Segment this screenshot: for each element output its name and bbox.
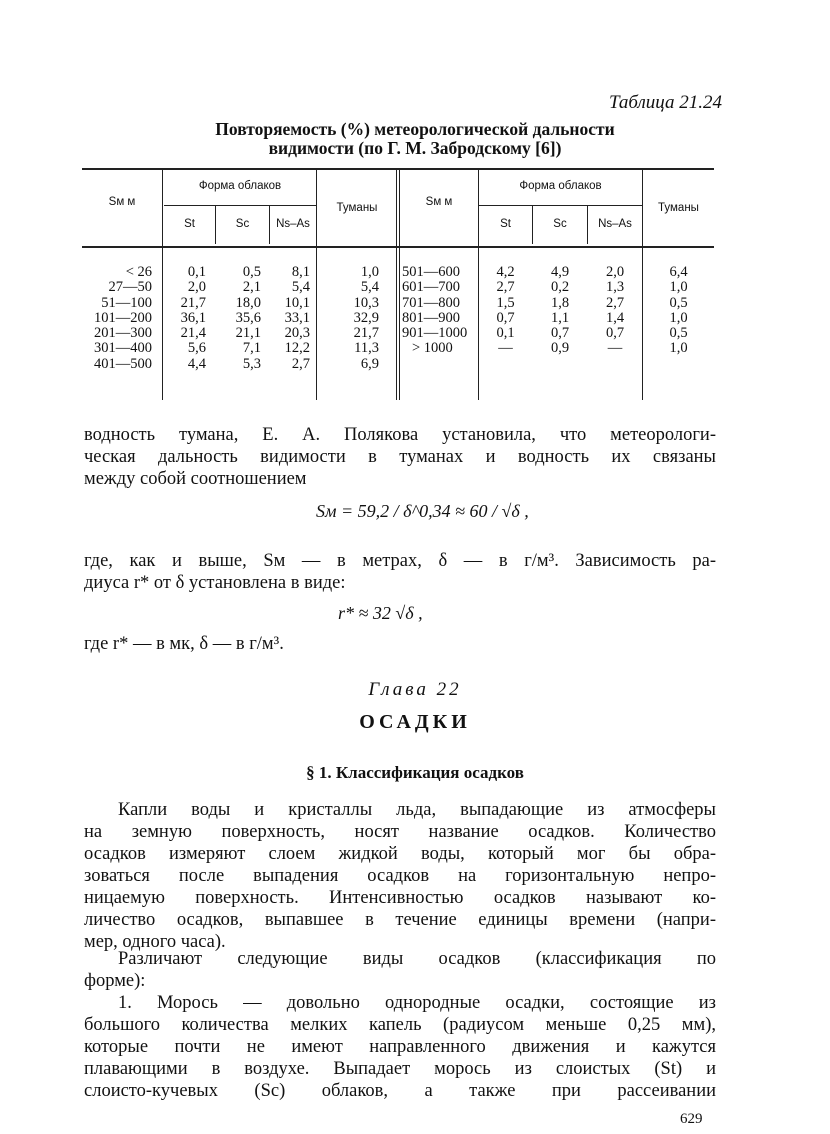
right-col-nsas: 2,0 1,3 2,7 1,4 0,7 — (605, 264, 625, 357)
header-sc-right: Sc (553, 218, 567, 230)
header-tumany-left: Туманы (336, 202, 378, 214)
paragraph-3: где r* — в мк, δ — в г/м³. (84, 634, 284, 654)
paragraph-2: где, как и выше, Sм — в метрах, δ — в г/м³. Зависимость ра- диуса r* от δ установлена в виде: (84, 551, 716, 593)
header-st-right: St (500, 218, 511, 230)
left-col-nsas: 8,1 5,4 10,1 33,1 20,3 12,2 2,7 (284, 264, 310, 372)
right-col-sc: 4,9 0,2 1,8 1,1 0,7 0,9 (550, 264, 570, 357)
paragraph-1: водность тумана, Е. А. Полякова установила, что метеорологи- ческая дальность видимости в туманах и водность их связаны между собой соотношением (84, 425, 716, 489)
left-col-sm: < 26 27—50 51—100 101—200 201—300 301—400 401—500 (94, 264, 152, 372)
header-nsas-right: Ns–As (598, 218, 632, 230)
formula-visibility: Sм = 59,2 / δ^0,34 ≈ 60 / √δ , (316, 501, 529, 521)
right-col-tumany: 6,4 1,0 0,5 1,0 0,5 1,0 (669, 264, 688, 357)
right-col-sm: 501—600 601—700 701—800 801—900 901—1000 > 1000 (402, 264, 468, 357)
left-col-st: 0,1 2,0 21,7 36,1 21,4 5,6 4,4 (180, 264, 206, 372)
section-title: ОСАДКИ (359, 711, 471, 733)
visibility-table (82, 168, 714, 400)
header-nsas-left: Ns–As (276, 218, 310, 230)
table-title-line2: видимости (по Г. М. Забродскому [6]) (268, 138, 562, 158)
right-col-st: 4,2 2,7 1,5 0,7 0,1 — (496, 264, 515, 357)
subsection-title: § 1. Классификация осадков (306, 763, 524, 782)
header-sc-left: Sc (235, 218, 250, 230)
table-title-line1: Повторяемость (%) метеорологической дальности (215, 119, 615, 139)
header-sm-left: Sм м (108, 196, 136, 208)
paragraph-4: Капли воды и кристаллы льда, выпадающие из атмосферы на земную поверхность, носят название осадков. Количество осадков измеряют слоем жидкой воды, который мог бы обра- зоваться после выпадения осадков на горизонтальную непро- ницаемую поверхность. Интенсивностью осадков называют ко- личество осадков, выпавшее в течение единицы времени (напри- мер, одного часа). (84, 800, 716, 952)
page-number: 629 (680, 1111, 703, 1127)
header-forma-left: Форма облаков (198, 180, 282, 192)
header-sm-right: Sм м (425, 196, 453, 208)
chapter-heading: Глава 22 (368, 679, 462, 700)
table-number: Таблица 21.24 (609, 92, 722, 113)
formula-radius: r* ≈ 32 √δ , (338, 603, 423, 623)
paragraph-6: 1. Морось — довольно однородные осадки, состоящие из большого количества мелких капель (радиусом меньше 0,25 мм), которые почти не имеют направленного движения и кажутся плавающими в воздухе. Выпадает морось из слоистых (St) и слоисто-кучевых (Sc) облаков, а также при рассеивании (84, 993, 716, 1101)
header-st-left: St (184, 218, 195, 230)
left-col-tumany: 1,0 5,4 10,3 32,9 21,7 11,3 6,9 (353, 264, 379, 372)
paragraph-5: Различают следующие виды осадков (классификация по форме): (84, 949, 716, 991)
header-forma-right: Форма облаков (519, 180, 602, 192)
left-col-sc: 0,5 2,1 18,0 35,6 21,1 7,1 5,3 (235, 264, 261, 372)
header-tumany-right: Туманы (658, 202, 699, 214)
